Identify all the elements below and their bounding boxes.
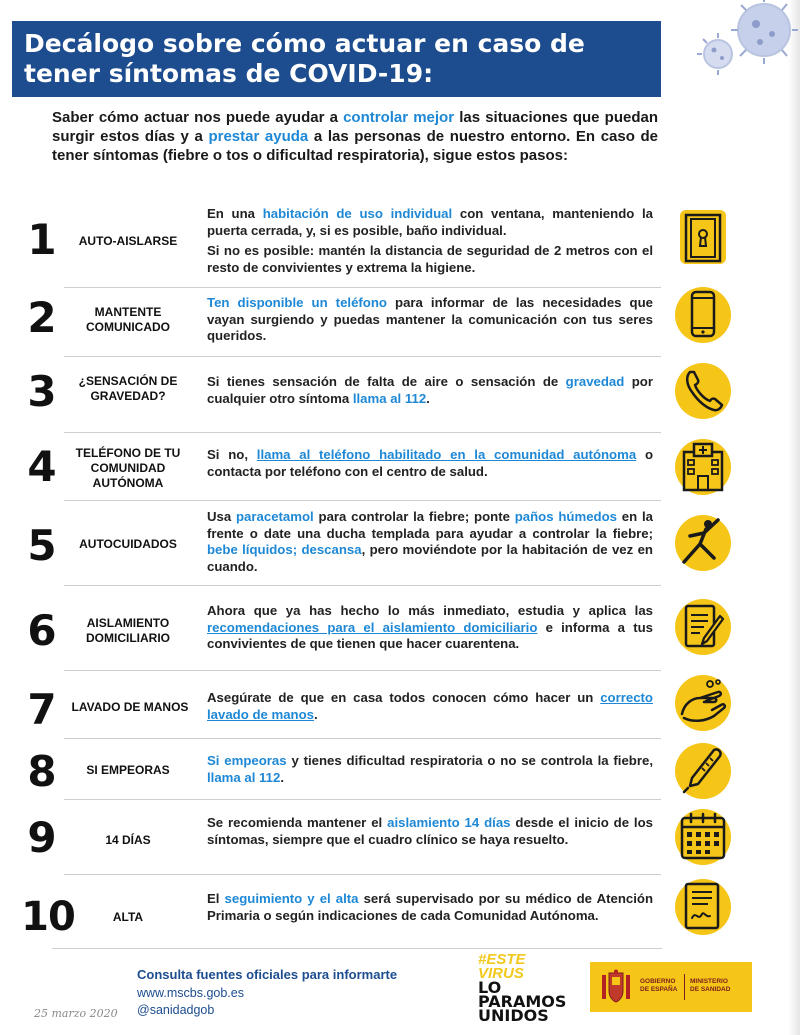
step-number: 2: [27, 293, 57, 342]
divider: [64, 874, 661, 875]
campaign-hashtag: #ESTE: [478, 951, 526, 968]
divider: [64, 356, 661, 357]
door-icon: [674, 208, 732, 266]
step-number: 5: [27, 521, 57, 570]
step-number: 1: [27, 215, 57, 264]
step-description: Si tienes sensación de falta de aire o sensación de gravedad por cualquier otro síntoma llama al 112.: [207, 374, 653, 406]
divider: [64, 500, 661, 501]
calendar-icon: [674, 808, 732, 866]
divider: [64, 287, 661, 288]
telephone-handset-icon: [674, 362, 732, 420]
step-description: El seguimiento y el alta será supervisado por su médico de Atención Primaria o según indicaciones de cada Comunidad Autónoma.: [207, 891, 654, 923]
step-label: AISLAMIENTO DOMICILIARIO: [86, 616, 170, 645]
step-number: 4: [27, 442, 57, 491]
stretching-person-icon: [674, 514, 732, 572]
step-description: Si empeoras y tienes dificultad respiratoria o no se controla la fiebre, llama al 112.: [207, 753, 653, 785]
home-isolation-link[interactable]: recomendaciones para el aislamiento domiciliario: [207, 619, 538, 635]
ministry-name: MINISTERIO DE SANIDAD: [690, 978, 731, 993]
intro-highlight: prestar ayuda: [208, 128, 309, 145]
intro-text: las situaciones que puedan surgir estos días y a: [52, 109, 658, 145]
government-logo: [590, 962, 752, 1012]
step-description: Ahora que ya has hecho lo más inmediato, estudia y aplica las recomendaciones para el aislamiento domiciliario e informa a tus convivientes de que tienen que hacer cuarentena.: [207, 603, 653, 651]
step-note: Si no es posible: mantén la distancia de seguridad de 2 metros con el resto de convivientes y extrema la higiene.: [207, 243, 653, 275]
step-label: TELÉFONO DE TU COMUNIDAD AUTÓNOMA: [75, 446, 181, 490]
coat-of-arms-icon: [599, 969, 633, 1005]
step-description: Ten disponible un teléfono para informar de las necesidades que vayan surgiendo y puedas mantener la comunicación con tus seres queridos.: [207, 295, 653, 343]
phone-icon: [674, 286, 732, 344]
divider: [64, 432, 661, 433]
step-label: 14 DÍAS: [105, 833, 151, 847]
step-description: Asegúrate de que en casa todos conocen cómo hacer un correcto lavado de manos.: [207, 690, 653, 722]
regional-phone-link[interactable]: llama al teléfono habilitado en la comunidad autónoma: [256, 447, 637, 462]
virus-illustration-icon: [676, 0, 800, 100]
consult-sources-text: Consulta fuentes oficiales para informarte: [137, 967, 398, 982]
intro-highlight: controlar mejor: [343, 109, 455, 126]
title-line-1: Decálogo sobre cómo actuar en caso de: [24, 29, 585, 58]
campaign-hashtag: VIRUS: [478, 965, 524, 982]
step-label: AUTOCUIDADOS: [79, 537, 177, 551]
hospital-icon: [674, 438, 732, 496]
intro-text: a las personas de nuestro entorno. En caso de tener síntomas (fiebre o tos o dificultad respiratoria), sigue estos pasos:: [52, 128, 658, 164]
page-title: [12, 21, 661, 97]
step-number: 10: [21, 894, 75, 940]
hand-washing-icon: [674, 674, 732, 732]
step-label: LAVADO DE MANOS: [71, 700, 189, 714]
intro-paragraph: [52, 108, 658, 165]
step-number: 9: [27, 813, 57, 862]
step-label: MANTENTE COMUNICADO: [86, 305, 170, 334]
step-description: Si no, llama al teléfono habilitado en la comunidad autónoma o contacta por teléfono con el centro de salud.: [207, 447, 653, 479]
step-label: AUTO-AISLARSE: [78, 234, 178, 248]
campaign-text: PARAMOS: [478, 992, 567, 1011]
hand-washing-link[interactable]: correcto lavado de manos: [207, 690, 653, 722]
document-edit-icon: [674, 598, 732, 656]
thermometer-icon: [674, 742, 732, 800]
step-label: SI EMPEORAS: [86, 763, 170, 777]
logo-divider: [684, 974, 685, 1000]
website-link[interactable]: www.mscbs.gob.es: [137, 986, 244, 1000]
divider: [64, 738, 661, 739]
step-number: 3: [27, 367, 57, 416]
step-description: En una habitación de uso individual con ventana, manteniendo la puerta cerrada, y, si es posible, baño individual. Si no es posible: mantén la distancia de seguridad de 2 metros con el resto de convivientes y extrema la higiene.: [207, 206, 654, 275]
intro-text: Saber cómo actuar nos puede ayudar a: [52, 109, 344, 126]
step-number: 7: [27, 685, 57, 734]
step-label: ¿SENSACIÓN DE GRAVEDAD?: [78, 374, 178, 403]
step-number: 8: [27, 747, 57, 796]
step-description: Usa paracetamol para controlar la fiebre; ponte paños húmedos en la frente o date una ducha templada para ayudar a controlar la fiebre; bebe líquidos; descansa, pero moviéndote por la habitación de vez en cuando.: [207, 509, 653, 574]
twitter-handle-link[interactable]: @sanidadgob: [137, 1003, 215, 1017]
divider: [64, 799, 661, 800]
signed-document-icon: [674, 878, 732, 936]
title-line-2: tener síntomas de COVID-19:: [24, 59, 434, 88]
step-label: ALTA: [112, 910, 144, 924]
step-number: 6: [27, 606, 57, 655]
campaign-logo: [478, 953, 588, 1023]
publication-date: 25 marzo 2020: [34, 1007, 118, 1020]
campaign-text: UNIDOS: [478, 1006, 549, 1025]
divider: [64, 585, 661, 586]
divider: [64, 670, 661, 671]
footer-divider: [52, 948, 662, 949]
gov-name: GOBIERNO DE ESPAÑA: [640, 978, 678, 993]
step-description: Se recomienda mantener el aislamiento 14 días desde el inicio de los síntomas, siempre que el cuadro clínico se haya resuelto.: [207, 815, 653, 847]
campaign-text: LO: [478, 978, 502, 997]
page-edge: [788, 0, 800, 1035]
